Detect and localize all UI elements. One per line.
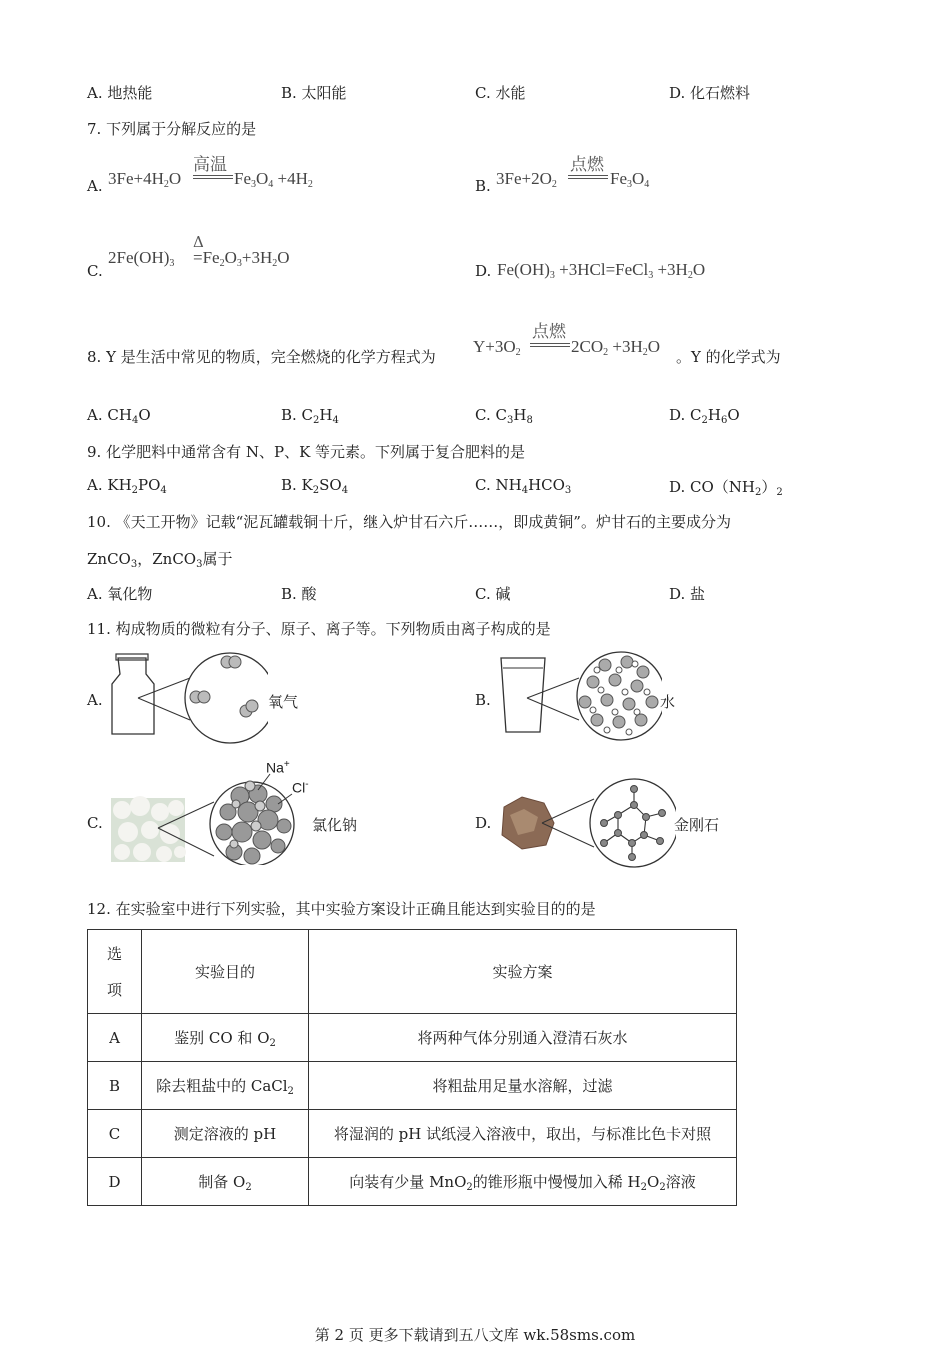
q11-a-name: 氧气 bbox=[268, 693, 299, 711]
table-row bbox=[88, 1158, 737, 1206]
q9-option-b: B. $K_2SO_4$ bbox=[281, 476, 349, 496]
q11-d-name: 金刚石 bbox=[674, 816, 720, 834]
q7-b-label: B. bbox=[475, 177, 491, 195]
q7-b-products: $Fe_3O_4$ bbox=[610, 169, 650, 190]
row-option: A bbox=[88, 1014, 142, 1062]
q9-option-c: C. $NH_4HCO_3$ bbox=[475, 476, 572, 496]
q8-option-d: D. $C_2H_6O$ bbox=[669, 406, 740, 426]
q8-stem-start: 8. Y 是生活中常见的物质，完全燃烧的化学方程式为 bbox=[87, 348, 436, 366]
page-footer: 第 2 页 更多下载请到五八文库 wk.58sms.com bbox=[314, 1326, 636, 1344]
row-goal: 制备 $O_2$ bbox=[142, 1158, 309, 1206]
q12-stem: 12. 在实验室中进行下列实验，其中实验方案设计正确且能达到实验目的的是 bbox=[87, 900, 596, 918]
q11-na-ion-label: Na+ bbox=[266, 759, 290, 776]
q8-option-c: C. $C_3H_8$ bbox=[475, 406, 533, 426]
q8-stem-end: 。Y 的化学式为 bbox=[676, 348, 781, 366]
q11-cl-ion-label: Cl- bbox=[292, 779, 309, 796]
row-goal: 测定溶液的 pH bbox=[142, 1110, 309, 1158]
q7-c-label: C. bbox=[87, 262, 103, 280]
header-option: 选 项 bbox=[88, 930, 142, 1014]
table-row bbox=[88, 1014, 737, 1062]
row-goal: 除去粗盐中的 CaCl$_2$ bbox=[142, 1062, 309, 1110]
q7-a-label: A. bbox=[87, 177, 103, 195]
q9-option-d: D. $CO(NH_2)_2$ bbox=[669, 478, 783, 498]
q11-b-name: 水 bbox=[660, 693, 676, 711]
row-option: D bbox=[88, 1158, 142, 1206]
q7-stem: 7. 下列属于分解反应的是 bbox=[87, 120, 257, 138]
q9-stem: 9. 化学肥料中通常含有 N、P、K 等元素。下列属于复合肥料的是 bbox=[87, 443, 526, 461]
q10-stem-line1: 10. 《天工开物》记载“泥瓦罐载铜十斤，继入炉甘石六斤……，即成黄铜”。炉甘石的主要成分为 bbox=[87, 513, 731, 531]
q7-a-equation: $3Fe+4H_2O$ bbox=[108, 169, 182, 190]
q10-option-c: C. 碱 bbox=[475, 585, 511, 603]
q6-option-c: C. 水能 bbox=[475, 84, 526, 102]
q8-arrow bbox=[530, 343, 570, 347]
q11-d-label: D. bbox=[475, 814, 492, 832]
q11-stem: 11. 构成物质的微粒有分子、原子、离子等。下列物质由离子构成的是 bbox=[87, 620, 551, 638]
table-row bbox=[88, 1062, 737, 1110]
q7-d-equation: $Fe(OH)_3$ +3HCl=FeCl$_3$ $+3H_2O$ bbox=[497, 260, 706, 281]
q10-stem-line2: ZnCO$_3$，ZnCO$_3$属于 bbox=[87, 550, 233, 570]
q8-condition: 点燃 bbox=[532, 322, 566, 342]
row-option: C bbox=[88, 1110, 142, 1158]
q7-b-arrow bbox=[568, 175, 608, 179]
water-glass-figure bbox=[497, 650, 662, 745]
row-plan: 将两种气体分别通入澄清石灰水 bbox=[309, 1014, 737, 1062]
q10-option-d: D. 盐 bbox=[669, 585, 706, 603]
q8-equation-right: $2CO_2 +3H_2O$ bbox=[571, 337, 661, 358]
oxygen-bottle-figure bbox=[108, 650, 268, 745]
q8-option-a: A. $CH_4O$ bbox=[87, 406, 151, 426]
q7-c-equation: $2Fe(OH)_3$ bbox=[108, 248, 175, 269]
table-header-row bbox=[88, 930, 737, 1014]
header-goal: 实验目的 bbox=[142, 930, 309, 1014]
q12-table bbox=[87, 929, 737, 1206]
q11-c-name: 氯化钠 bbox=[312, 816, 358, 834]
q10-option-b: B. 酸 bbox=[281, 585, 317, 603]
q11-c-label: C. bbox=[87, 814, 103, 832]
q7-a-products: $Fe_3O_4 +4H_2$ bbox=[234, 169, 313, 190]
q6-option-d: D. 化石燃料 bbox=[669, 84, 751, 102]
q11-b-label: B. bbox=[475, 691, 491, 709]
q9-option-a: A. $KH_2PO_4$ bbox=[87, 476, 167, 496]
q11-a-label: A. bbox=[87, 691, 103, 709]
q7-b-equation: $3Fe+2O_2$ bbox=[496, 169, 557, 190]
q10-option-a: A. 氧化物 bbox=[87, 585, 153, 603]
q7-a-condition: 高温 bbox=[193, 155, 227, 175]
sodium-chloride-figure bbox=[110, 760, 320, 865]
q7-d-label: D. bbox=[475, 262, 492, 280]
row-goal: 鉴别 CO 和 $O_2$ bbox=[142, 1014, 309, 1062]
header-plan: 实验方案 bbox=[309, 930, 737, 1014]
q6-option-b: B. 太阳能 bbox=[281, 84, 347, 102]
q7-a-arrow bbox=[193, 175, 233, 179]
row-plan: 将湿润的 pH 试纸浸入溶液中，取出，与标准比色卡对照 bbox=[309, 1110, 737, 1158]
q7-b-condition: 点燃 bbox=[570, 155, 604, 175]
q8-option-b: B. $C_2H_4$ bbox=[281, 406, 339, 426]
q8-equation-left: $Y+3O_2$ bbox=[473, 337, 521, 358]
q7-c-condition: Δ bbox=[193, 233, 204, 251]
diamond-figure bbox=[496, 775, 676, 870]
row-plan: 将粗盐用足量水溶解，过滤 bbox=[309, 1062, 737, 1110]
q7-c-products: $=Fe_2O_3+3H_2O$ bbox=[193, 248, 290, 269]
table-row bbox=[88, 1110, 737, 1158]
q6-option-a: A. 地热能 bbox=[87, 84, 153, 102]
row-plan: 向装有少量 MnO$_2$的锥形瓶中慢慢加入稀 $H_2O_2$溶液 bbox=[309, 1158, 737, 1206]
row-option: B bbox=[88, 1062, 142, 1110]
